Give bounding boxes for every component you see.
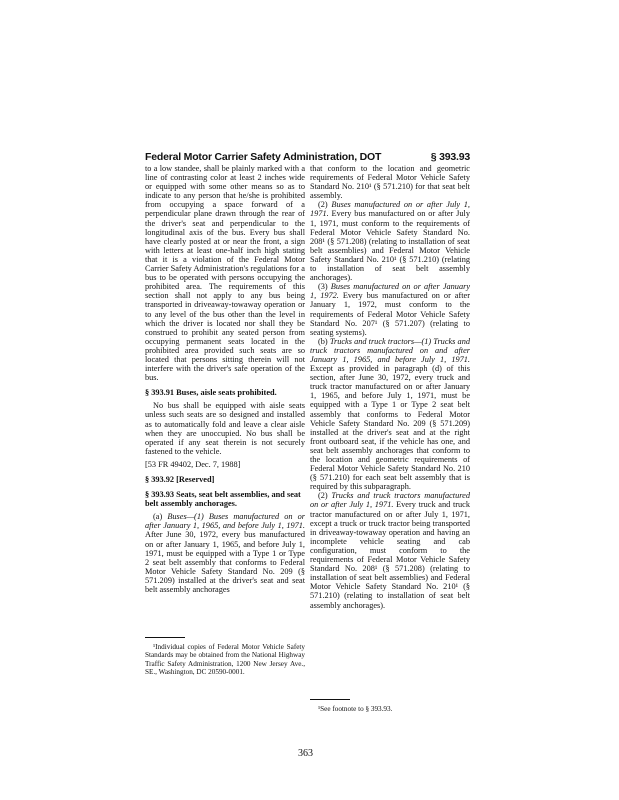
paragraph: that conform to the location and geometric requirements of Federal Motor Vehicle Safety Standard No. 210¹ (§ 571.210) for that seat belt assembly. [310, 164, 470, 201]
running-header-section: § 393.93 [430, 151, 470, 163]
paragraph-a3 [310, 282, 470, 337]
para-italic-heading: Buses manufactured on or after January 1, 1972. [310, 282, 471, 301]
paragraph-a [145, 512, 305, 594]
paragraph: No bus shall be equipped with aisle seats unless such seats are so designed and installed as to automatically fold and leave a clear aisle when they are unoccupied. No bus shall be operated if any seat therein is not securely fastened to the vehicle. [145, 401, 305, 456]
footnote: ¹Individual copies of Federal Motor Vehicle Safety Standards may be obtained from the National Highway Traffic Safety Administration, 1200 New Jersey Ave., SE., Washington, DC 20590-0001. [145, 643, 305, 676]
para-text: After June 30, 1972, every bus manufactured on or after January 1, 1965, and before July 1, 1971, must be equipped with a Type 1 or Type 2 seat belt assembly that conforms to Federal Motor Vehicle Safety Standard No. 209 (§ 571.209) installed at the driver's seat and seat belt assembly anchorages [145, 530, 305, 595]
left-column [145, 164, 305, 594]
para-text: Every truck and truck tractor manufactured on or after July 1, 1971, except a truck or truck tractor being transported in driveaway-towaway operation and having an incomplete vehicle seating and cab configuration, must conform to the requirements of Federal Motor Vehicle Safety Standard No. 208¹ (§ 571.208) (relating to installation of seat belt assemblies) and Federal Motor Vehicle Safety Standard No. 210¹ (§ 571.210) (relating to installation of seat belt assembly anchorages). [310, 500, 470, 610]
footnote: ¹See footnote to § 393.93. [318, 705, 393, 713]
para-label: (a) [153, 512, 168, 522]
section-heading-393-92: § 393.92 [Reserved] [145, 475, 215, 484]
page-number: 363 [298, 748, 313, 759]
section-heading-393-93: § 393.93 Seats, seat belt assemblies, and seat belt assembly anchorages. [145, 490, 301, 509]
running-header-title: Federal Motor Carrier Safety Administration, DOT [145, 151, 382, 163]
right-column [310, 164, 470, 610]
para-text: Except as provided in paragraph (d) of this section, after June 30, 1972, every truck and truck tractor manufactured on or after January 1, 1965, and before July 1, 1971, must be equipped with a Type 1 or Type 2 seat belt assembly that conforms to Federal Motor Vehicle Safety Standard No. 209 (§ 571.209) installed at the driver's seat and at the right front outboard seat, if the vehicle has one, and seat belt assembly anchorages that conform to the location and geometric requirements of Federal Motor Vehicle Safety Standard No. 210 (§ 571.210) for each seat belt assembly that is required by this subparagraph. [310, 364, 470, 492]
para-text: Every bus manufactured on or after January 1, 1972, must conform to the requirements of Federal Motor Vehicle Safety Standard No. 207¹ (§ 571.207) (relating to seating systems). [310, 291, 470, 337]
section-heading-393-91: § 393.91 Buses, aisle seats prohibited. [145, 388, 277, 398]
paragraph-a2 [310, 200, 470, 282]
para-label: (2) [318, 491, 332, 501]
para-italic-heading: Trucks and truck tractors manufactured on or after July 1, 1971. [310, 491, 470, 510]
footnote-rule [145, 637, 185, 638]
paragraph-b2 [310, 491, 470, 609]
para-italic-heading: Trucks and truck tractors—(1) Trucks and truck tractors manufactured on and after January 1, 1965, and before July 1, 1971. [310, 336, 470, 364]
paragraph: to a low standee, shall be plainly marked with a line of contrasting color at least 2 inches wide or equipped with some other means so as to indicate to any person that he/she is prohibited from occupying a space forward of a perpendicular plane drawn through the rear of the driver's seat and perpendicular to the longitudinal axis of the bus. Every bus shall have clearly posted at or near the front, a sign with letters at least one-half inch high stating that it is a violation of the Federal Motor Carrier Safety Administration's regulations for a bus to be operated with persons occupying the prohibited area. The requirements of this section shall not apply to any bus being transported in driveaway-towaway operation or to any level of the bus other than the level in which the driver is located nor shall they be construed to prohibit any seated person from occupying permanent seats located in the prohibited area provided such seats are so located that persons sitting therein will not interfere with the driver's safe operation of the bus. [145, 164, 305, 383]
para-label: (b) [318, 336, 330, 346]
para-label: (3) [318, 282, 331, 292]
para-italic-heading: Buses—(1) Buses manufactured on or after January 1, 1965, and before July 1, 1971. [145, 512, 305, 531]
footnote-rule [310, 699, 350, 700]
paragraph-b [310, 337, 470, 492]
para-italic-heading: Buses manufactured on or after July 1, 1971. [310, 200, 471, 219]
para-label: (2) [318, 200, 332, 210]
para-text: Every bus manufactured on or after July 1, 1971, must conform to the requirements of Federal Motor Vehicle Safety Standard No. 208¹ (§ 571.208) (relating to installation of seat belt assemblies) and Federal Motor Vehicle Safety Standard No. 210¹ (§ 571.210) (relating to installation of seat belt assembly anchorages). [310, 209, 470, 283]
citation: [53 FR 49402, Dec. 7, 1988] [145, 459, 241, 469]
